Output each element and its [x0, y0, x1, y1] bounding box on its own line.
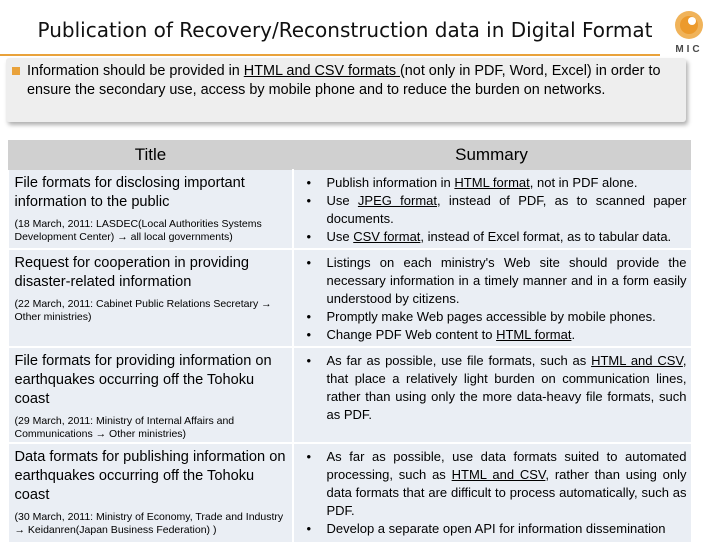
row-source: (22 March, 2011: Cabinet Public Relations Secretary → Other ministries): [14, 298, 272, 323]
logo-text: MIC: [675, 44, 703, 55]
formats-table: [8, 140, 691, 544]
table-row: [9, 443, 691, 543]
row-source: (18 March, 2011: LASDEC(Local Authorities Systems Development Center) → all local governments): [14, 218, 262, 243]
intro-text-emphasis: HTML and CSV formats: [243, 63, 401, 79]
header-divider: [0, 54, 660, 56]
row-title: Request for cooperation in providing disaster-related information: [14, 255, 249, 290]
row-title: File formats for providing information on earthquakes occurring off the Tohoku coast: [14, 353, 272, 407]
mic-logo-mark: [666, 8, 712, 44]
intro-text-b: (not only in PDF, Word, Excel) in order to ensure the secondary use, access by mobile phone and to reduce the burden on networks.: [27, 63, 661, 98]
square-bullet-icon: [12, 67, 20, 75]
summary-bullet: • Promptly make Web pages accessible by mobile phones.: [306, 309, 656, 324]
row-source: (29 March, 2011: Ministry of Internal Affairs and Communications → Other ministries): [14, 415, 235, 440]
row-summary-cell: [293, 249, 691, 347]
summary-bullet: • As far as possible, use data formats suited to automated processing, such as HTML and CSV, rather than using only data formats that are difficult to process automatically, such as PDF.: [306, 449, 687, 518]
table-header-row: [9, 141, 691, 170]
summary-bullet: • Change PDF Web content to HTML format.: [306, 327, 576, 342]
intro-note: [6, 58, 686, 122]
row-title: Data formats for publishing information on earthquakes occurring off the Tohoku coast: [14, 449, 286, 503]
table-row: [9, 249, 691, 347]
column-header-summary: Summary: [293, 141, 691, 170]
row-title: File formats for disclosing important information to the public: [14, 175, 245, 210]
intro-text-a: Information should be provided in: [27, 63, 244, 79]
column-header-title: Title: [9, 141, 293, 170]
mic-logo: [666, 8, 712, 62]
row-summary-cell: [293, 170, 691, 250]
row-title-cell: [9, 249, 293, 347]
summary-bullet: • Develop a separate open API for information dissemination: [306, 521, 666, 536]
intro-text: [27, 62, 682, 99]
table-row: [9, 347, 691, 443]
table-row: [9, 170, 691, 250]
row-summary-cell: [293, 443, 691, 543]
summary-bullet: • Publish information in HTML format, not in PDF alone.: [306, 175, 638, 190]
summary-bullet: • As far as possible, use file formats, such as HTML and CSV, that place a relatively light burden on communication lines, rather than using only the more data-heavy file formats, such as PDF.: [306, 353, 687, 422]
row-source: (30 March, 2011: Ministry of Economy, Trade and Industry → Keidanren(Japan Business Federation) ): [14, 511, 284, 536]
row-title-cell: [9, 443, 293, 543]
row-title-cell: [9, 347, 293, 443]
row-summary-cell: [293, 347, 691, 443]
summary-bullet: • Listings on each ministry's Web site should provide the necessary information in a timely manner and in a form easily understood by citizens.: [306, 255, 687, 306]
summary-bullet: • Use JPEG format, instead of PDF, as to scanned paper documents.: [306, 193, 687, 226]
summary-bullet: • Use CSV format, instead of Excel format, as to tabular data.: [306, 229, 672, 244]
row-title-cell: [9, 170, 293, 250]
page-title: Publication of Recovery/Reconstruction data in Digital Format: [37, 18, 653, 42]
